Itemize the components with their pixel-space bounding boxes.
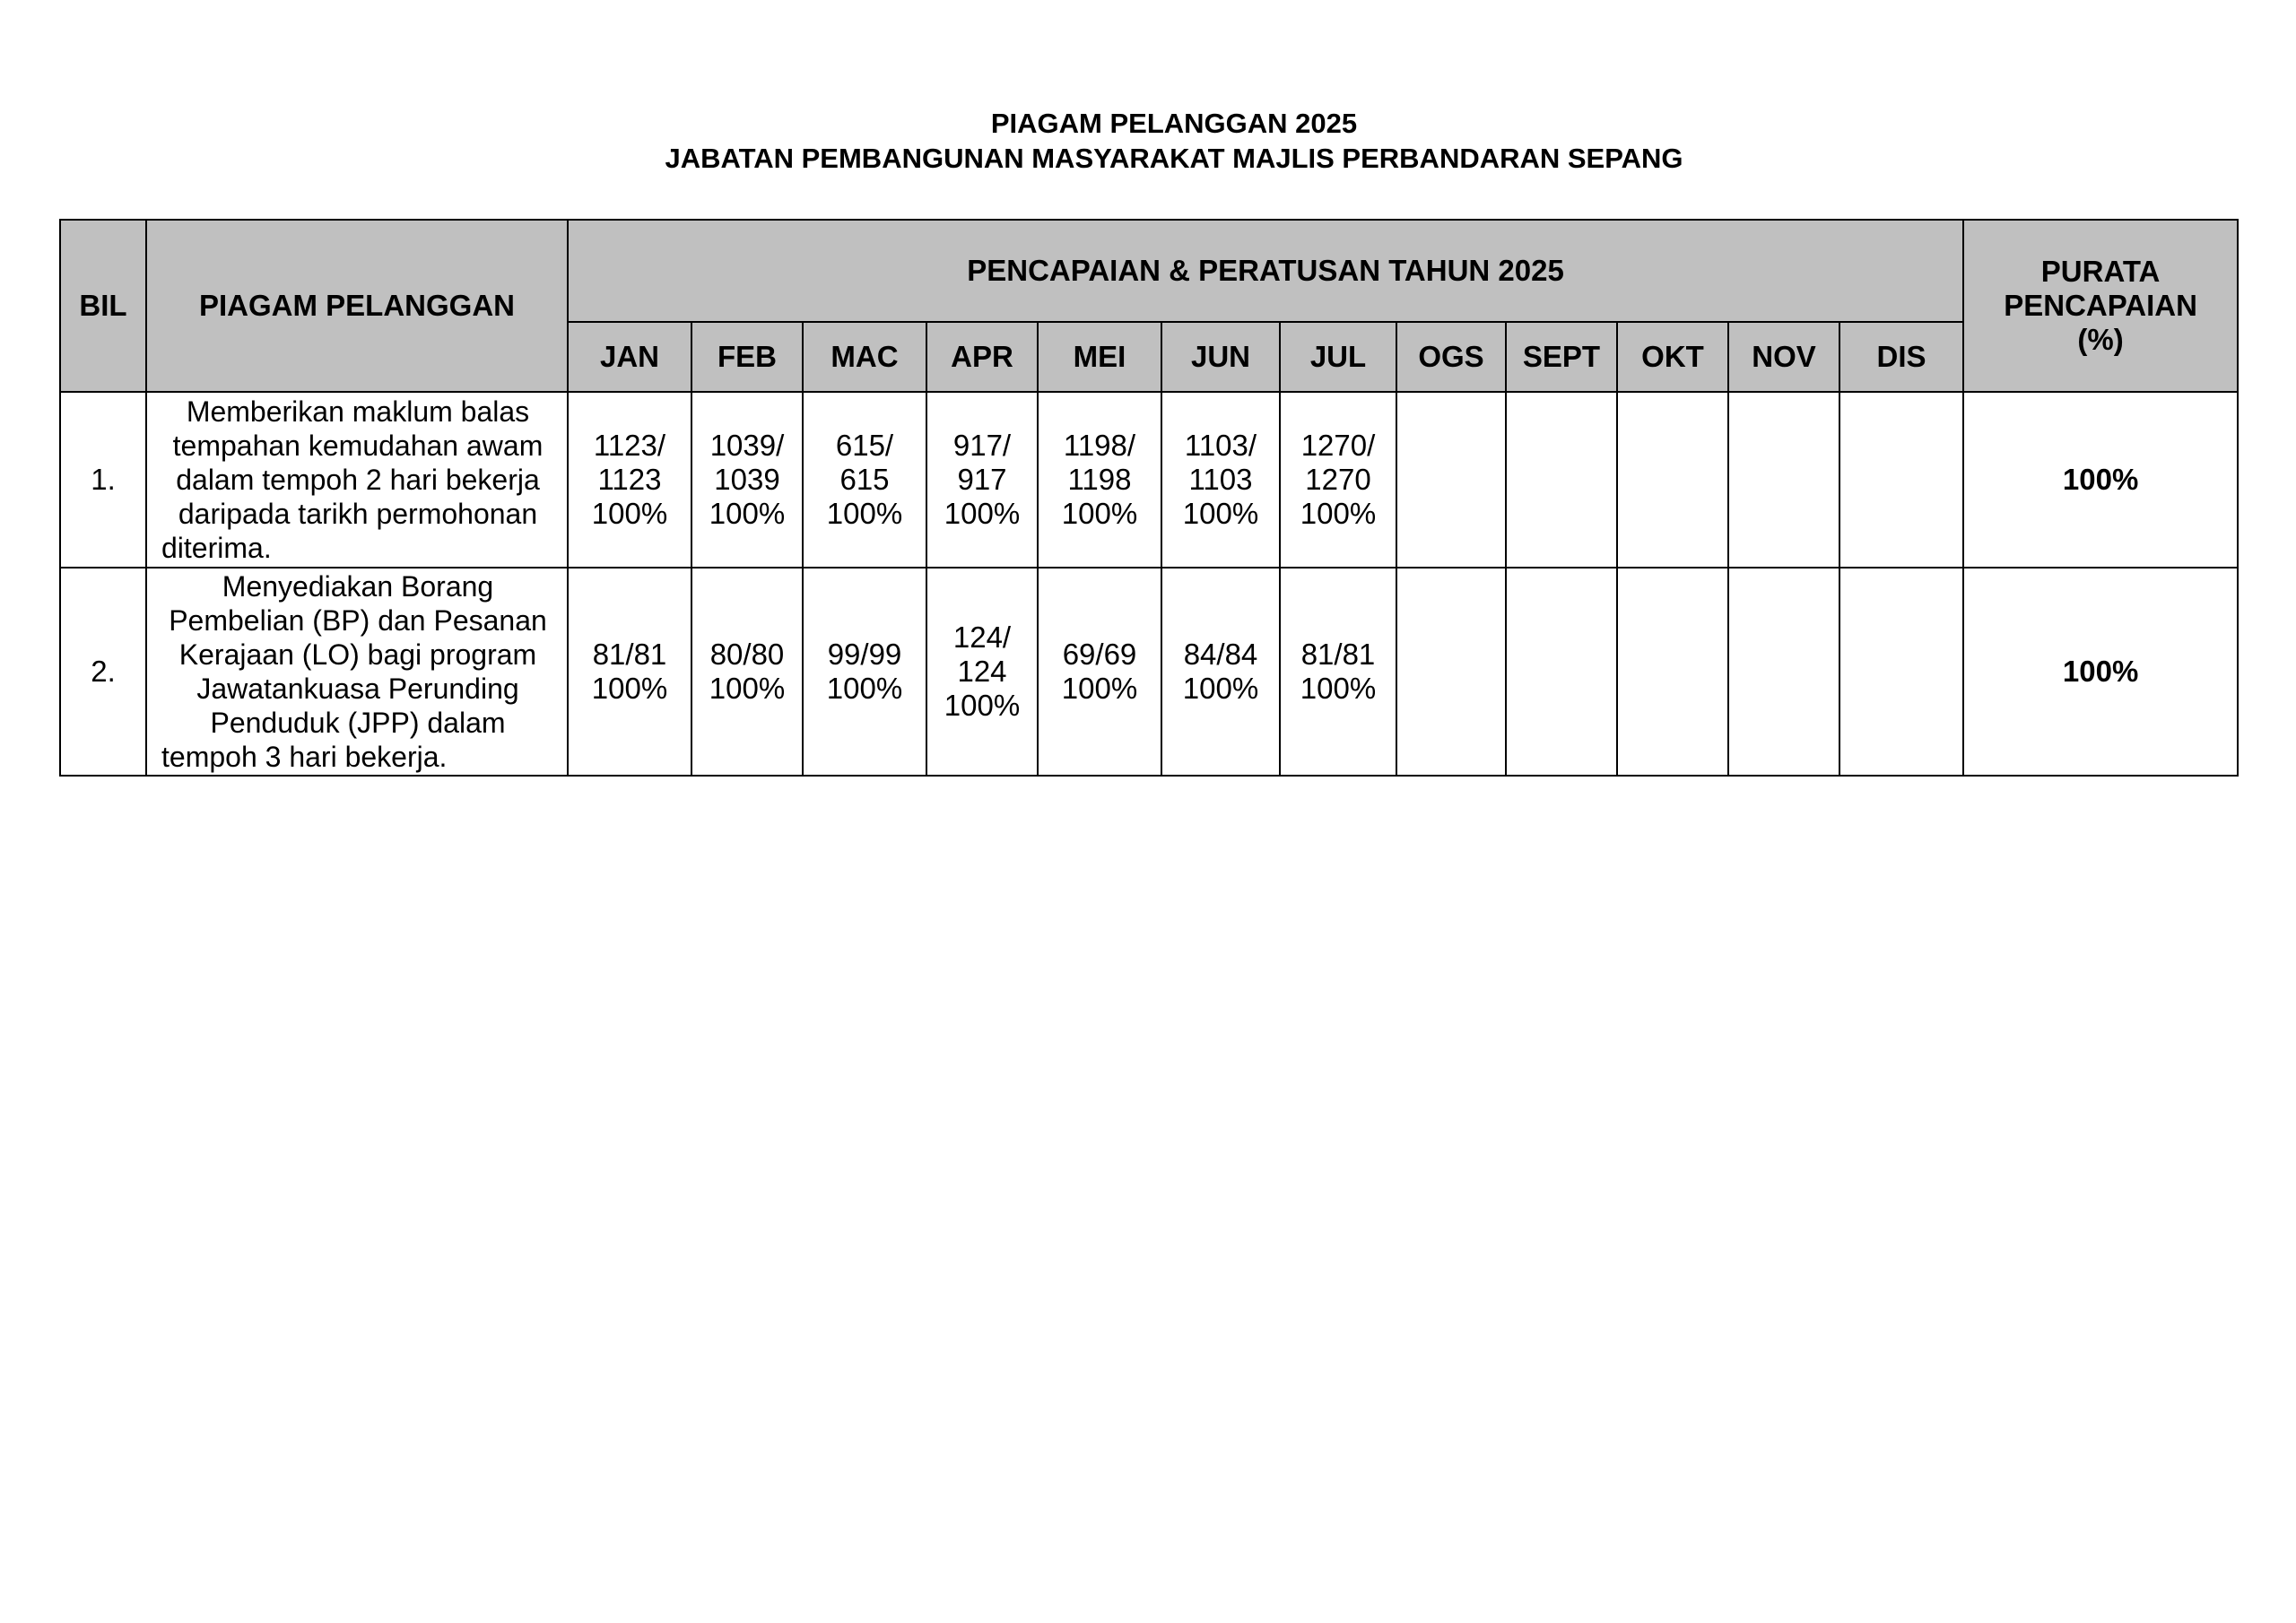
cell-line: 124/	[952, 621, 1012, 654]
month-value-cell-empty	[1839, 392, 1963, 568]
cell-line: 917	[957, 463, 1007, 496]
charter-description: Memberikan maklum balas tempahan kemudahan awam dalam tempoh 2 hari bekerja daripada tarikh permohonan diterima.	[146, 392, 568, 568]
header-month: OKT	[1617, 322, 1728, 392]
cell-line: 615/	[835, 429, 894, 462]
header-month: NOV	[1728, 322, 1839, 392]
cell-line: 1039/	[709, 429, 785, 462]
cell-line: 100%	[826, 672, 903, 705]
header-pencapaian-group: PENCAPAIAN & PERATUSAN TAHUN 2025	[568, 220, 1963, 322]
month-value-cell	[803, 392, 926, 568]
cell-line: 100%	[591, 497, 668, 530]
cell-line: 917/	[952, 429, 1012, 462]
average-achievement: 100%	[1963, 568, 2238, 776]
cell-line: 124	[957, 655, 1007, 688]
month-value-cell-empty	[1728, 568, 1839, 776]
cell-line: 100%	[1061, 497, 1138, 530]
header-purata-line3: (%)	[2077, 323, 2124, 356]
header-month: MEI	[1038, 322, 1161, 392]
cell-line: 80/80	[709, 638, 785, 671]
cell-line: 100%	[1300, 672, 1377, 705]
header-purata-line1: PURATA	[2040, 255, 2161, 288]
cell-line: 1270	[1305, 463, 1371, 496]
table-row	[60, 392, 2238, 568]
header-month: JAN	[568, 322, 691, 392]
cell-line: 1103	[1188, 463, 1253, 496]
month-value-cell-empty	[1839, 568, 1963, 776]
month-value-cell	[1161, 568, 1280, 776]
header-month: DIS	[1839, 322, 1963, 392]
month-value-cell	[1280, 568, 1396, 776]
month-value-cell-empty	[1728, 392, 1839, 568]
month-value-cell	[1161, 392, 1280, 568]
cell-line: 81/81	[1300, 638, 1376, 671]
header-month: JUN	[1161, 322, 1280, 392]
header-month: OGS	[1396, 322, 1506, 392]
header-month: MAC	[803, 322, 926, 392]
cell-line: 1123	[597, 463, 662, 496]
document-title: PIAGAM PELANGGAN 2025	[990, 108, 1358, 139]
cell-line: 99/99	[827, 638, 902, 671]
cell-line: 1270/	[1300, 429, 1376, 462]
header-piagam-pelanggan: PIAGAM PELANGGAN	[146, 220, 568, 392]
month-value-cell-empty	[1396, 568, 1506, 776]
header-purata-pencapaian	[1963, 220, 2238, 392]
cell-line: 1123/	[593, 429, 666, 462]
cell-line: 1039	[714, 463, 780, 496]
cell-line: 100%	[591, 672, 668, 705]
month-value-cell	[568, 392, 691, 568]
table-row	[60, 568, 2238, 776]
month-value-cell	[691, 392, 803, 568]
cell-line: 615	[839, 463, 890, 496]
cell-line: 100%	[1061, 672, 1138, 705]
cell-line: 84/84	[1183, 638, 1258, 671]
header-month: SEPT	[1506, 322, 1617, 392]
month-value-cell	[1038, 568, 1161, 776]
cell-line: 100%	[1182, 672, 1259, 705]
cell-line: 81/81	[592, 638, 667, 671]
month-value-cell-empty	[1506, 392, 1617, 568]
cell-line: 1198	[1067, 463, 1132, 496]
cell-line: 100%	[1300, 497, 1377, 530]
cell-line: 69/69	[1062, 638, 1137, 671]
month-value-cell	[926, 568, 1038, 776]
month-value-cell-empty	[1617, 568, 1728, 776]
document-subtitle: JABATAN PEMBANGUNAN MASYARAKAT MAJLIS PERBANDARAN SEPANG	[665, 143, 1683, 174]
average-achievement: 100%	[1963, 392, 2238, 568]
month-value-cell	[568, 568, 691, 776]
month-value-cell-empty	[1506, 568, 1617, 776]
header-month: JUL	[1280, 322, 1396, 392]
month-value-cell	[691, 568, 803, 776]
cell-line: 1198/	[1063, 429, 1136, 462]
charter-description: Menyediakan Borang Pembelian (BP) dan Pesanan Kerajaan (LO) bagi program Jawatankuasa Perunding Penduduk (JPP) dalam tempoh 3 hari bekerja.	[146, 568, 568, 776]
month-value-cell-empty	[1396, 392, 1506, 568]
row-number: 2.	[60, 568, 146, 776]
month-value-cell	[803, 568, 926, 776]
header-month: APR	[926, 322, 1038, 392]
header-purata-line2: PENCAPAIAN	[2004, 289, 2197, 322]
cell-line: 100%	[709, 672, 786, 705]
month-value-cell	[1038, 392, 1161, 568]
header-month: FEB	[691, 322, 803, 392]
cell-line: 100%	[944, 689, 1021, 722]
row-number: 1.	[60, 392, 146, 568]
month-value-cell	[926, 392, 1038, 568]
cell-line: 100%	[944, 497, 1021, 530]
customer-charter-table	[59, 219, 2239, 777]
month-value-cell-empty	[1617, 392, 1728, 568]
cell-line: 100%	[1182, 497, 1259, 530]
document-header	[0, 106, 2296, 176]
cell-line: 100%	[709, 497, 786, 530]
cell-line: 100%	[826, 497, 903, 530]
header-bil: BIL	[60, 220, 146, 392]
cell-line: 1103/	[1184, 429, 1257, 462]
month-value-cell	[1280, 392, 1396, 568]
